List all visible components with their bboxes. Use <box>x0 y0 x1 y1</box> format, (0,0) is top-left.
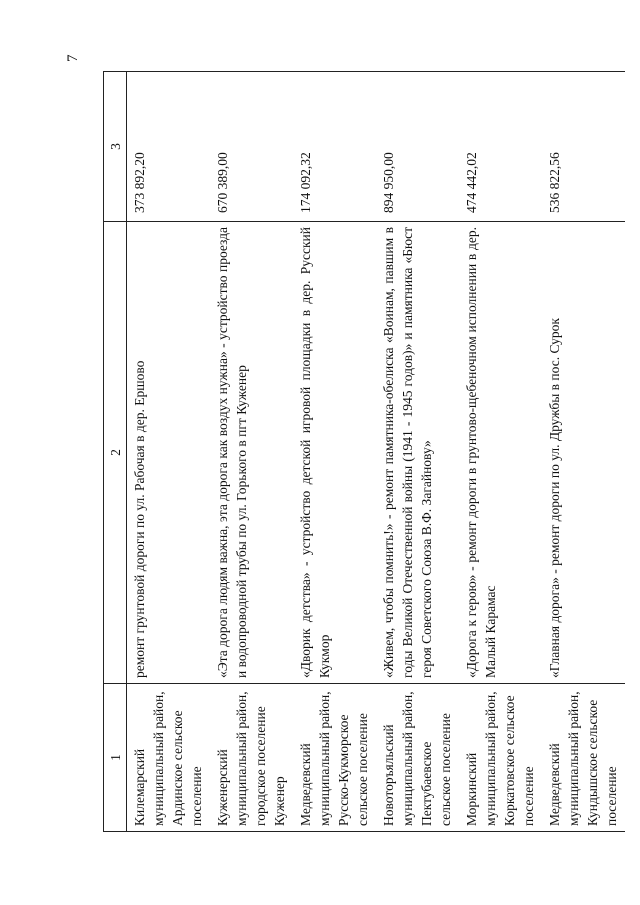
grants-table <box>103 71 625 832</box>
column-header: 1 <box>104 684 127 832</box>
table-row <box>127 72 211 832</box>
description-cell: «Дорога к герою» - ремонт дороги в грунтово-щебеночном исполнении в дер. Малый Карамас <box>459 222 542 684</box>
rotated-table-container <box>103 72 619 832</box>
amount-cell: 474 442,02 <box>459 72 542 222</box>
description-cell: ремонт грунтовой дороги по ул. Рабочая в дер. Ершово <box>127 222 211 684</box>
description-cell: «Эта дорога людям важна, эта дорога как воздух нужна» - устройство проезда и водопроводной трубы по ул. Горького в пгт Куженер <box>210 222 293 684</box>
table-row <box>293 72 376 832</box>
table-row <box>210 72 293 832</box>
description-cell: «Дворик детства» - устройство детской игровой площадки в дер. Русский Кукмор <box>293 222 376 684</box>
column-header: 3 <box>104 72 127 222</box>
amount-cell: 174 092,32 <box>293 72 376 222</box>
district-cell: Моркинский муниципальный район, Коркатовское сельское поселение <box>459 684 542 832</box>
description-cell: «Живем, чтобы помнить!» - ремонт памятника-обелиска «Воинам, павшим в годы Великой Отечественной войны (1941 - 1945 годов)» и памятника «Бюст героя Советского Союза В.Ф. Загайнову» <box>376 222 459 684</box>
description-cell: «Главная дорога» - ремонт дороги по ул. Дружбы в пос. Сурок <box>542 222 625 684</box>
table-row <box>459 72 542 832</box>
page-number: 7 <box>65 54 81 62</box>
header-row <box>104 72 127 832</box>
district-cell: Куженерский муниципальный район, городское поселение Куженер <box>210 684 293 832</box>
district-cell: Медведевский муниципальный район, Русско-Кукморское сельское поселение <box>293 684 376 832</box>
table-row <box>542 72 625 832</box>
amount-cell: 373 892,20 <box>127 72 211 222</box>
district-cell: Новоторъяльский муниципальный район, Пектубаевское сельское поселение <box>376 684 459 832</box>
district-cell: Медведевский муниципальный район, Кундышское сельское поселение <box>542 684 625 832</box>
column-header: 2 <box>104 222 127 684</box>
amount-cell: 536 822,56 <box>542 72 625 222</box>
amount-cell: 894 950,00 <box>376 72 459 222</box>
district-cell: Килемарский муниципальный район, Ардинское сельское поселение <box>127 684 211 832</box>
table-row <box>376 72 459 832</box>
amount-cell: 670 389,00 <box>210 72 293 222</box>
